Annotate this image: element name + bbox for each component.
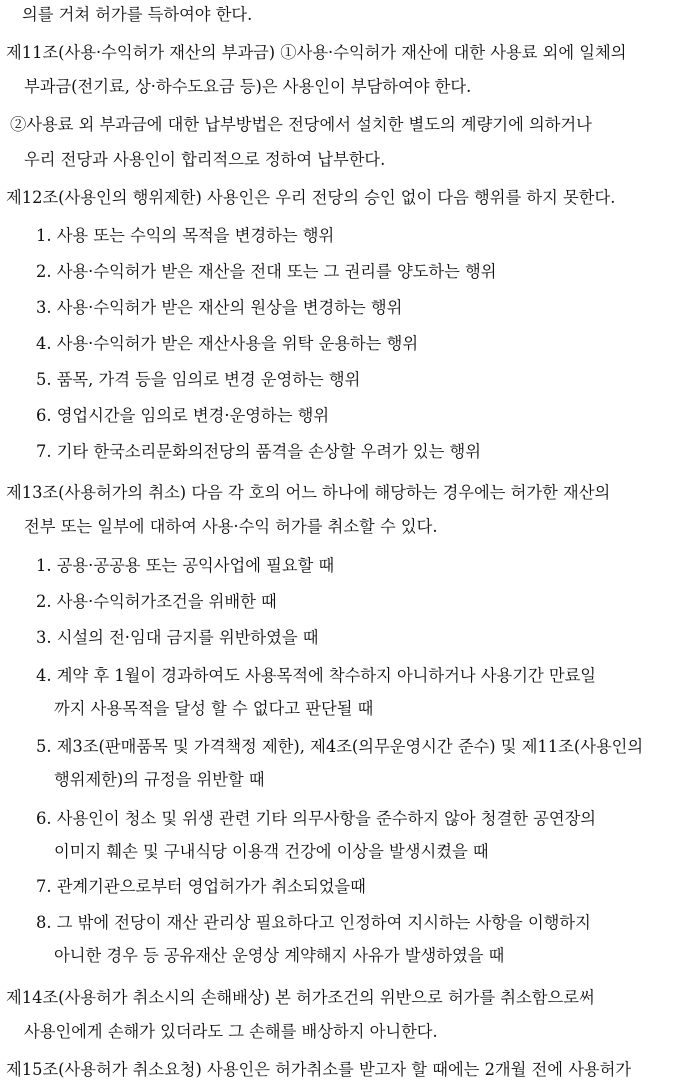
article-13-heading: 제13조(사용허가의 취소) 다음 각 호의 어느 하나에 해당하는 경우에는 허가한 재산의: [6, 483, 611, 502]
list-item: 7. 관계기관으로부터 영업허가가 취소되었을때: [36, 877, 366, 896]
text-line: 아니한 경우 등 공유재산 운영상 계약해지 사유가 발생하였을 때: [54, 946, 505, 965]
list-item: 7. 기타 한국소리문화의전당의 품격을 손상할 우려가 있는 행위: [36, 442, 481, 461]
text-line: 전부 또는 일부에 대하여 사용·수익 허가를 취소할 수 있다.: [24, 517, 438, 536]
article-11-heading: 제11조(사용·수익허가 재산의 부과금) ①사용·수익허가 재산에 대한 사용료 외에 일체의: [6, 43, 627, 62]
text-line: 까지 사용목적을 달성 할 수 없다고 판단될 때: [54, 699, 374, 718]
list-item: 6. 영업시간을 임의로 변경·운영하는 행위: [36, 406, 330, 425]
list-item: 2. 사용·수익허가 받은 재산을 전대 또는 그 권리를 양도하는 행위: [36, 262, 497, 281]
list-item: 3. 시설의 전·임대 금지를 위반하였을 때: [36, 628, 319, 647]
text-line: 이미지 훼손 및 구내식당 이용객 건강에 이상을 발생시켰을 때: [54, 842, 489, 861]
list-item: 4. 사용·수익허가 받은 재산사용을 위탁 운용하는 행위: [36, 334, 419, 353]
list-item: 1. 공용·공공용 또는 공익사업에 필요할 때: [36, 556, 335, 575]
article-14-heading: 제14조(사용허가 취소시의 손해배상) 본 허가조건의 위반으로 허가를 취소함으로써: [6, 988, 595, 1007]
list-item: 5. 제3조(판매품목 및 가격책정 제한), 제4조(의무운영시간 준수) 및 제11조(사용인의: [36, 737, 644, 756]
text-line: ②사용료 외 부과금에 대한 납부방법은 전당에서 설치한 별도의 계량기에 의하거나: [10, 115, 592, 134]
list-item: 3. 사용·수익허가 받은 재산의 원상을 변경하는 행위: [36, 298, 403, 317]
text-line: 우리 전당과 사용인이 합리적으로 정하여 납부한다.: [24, 150, 386, 169]
text-line: 의를 거쳐 허가를 득하여야 한다.: [22, 5, 253, 24]
text-line: 사용인에게 손해가 있더라도 그 손해를 배상하지 아니한다.: [24, 1022, 438, 1041]
text-line: 부과금(전기료, 상·하수도요금 등)은 사용인이 부담하여야 한다.: [24, 77, 472, 96]
list-item: 6. 사용인이 청소 및 위생 관련 기타 의무사항을 준수하지 않아 청결한 공연장의: [36, 809, 597, 828]
list-item: 8. 그 밖에 전당이 재산 관리상 필요하다고 인정하여 지시하는 사항을 이행하지: [36, 913, 591, 932]
text-line: 행위제한)의 규정을 위반할 때: [54, 770, 265, 789]
list-item: 1. 사용 또는 수익의 목적을 변경하는 행위: [36, 226, 335, 245]
list-item: 4. 계약 후 1월이 경과하여도 사용목적에 착수하지 아니하거나 사용기간 만료일: [36, 666, 597, 685]
list-item: 5. 품목, 가격 등을 임의로 변경 운영하는 행위: [36, 370, 361, 389]
list-item: 2. 사용·수익허가조건을 위배한 때: [36, 592, 277, 611]
article-12-heading: 제12조(사용인의 행위제한) 사용인은 우리 전당의 승인 없이 다음 행위를 하지 못한다.: [6, 188, 616, 207]
article-15-heading: 제15조(사용허가 취소요청) 사용인은 허가취소를 받고자 할 때에는 2개월 전에 사용허가: [6, 1060, 632, 1079]
